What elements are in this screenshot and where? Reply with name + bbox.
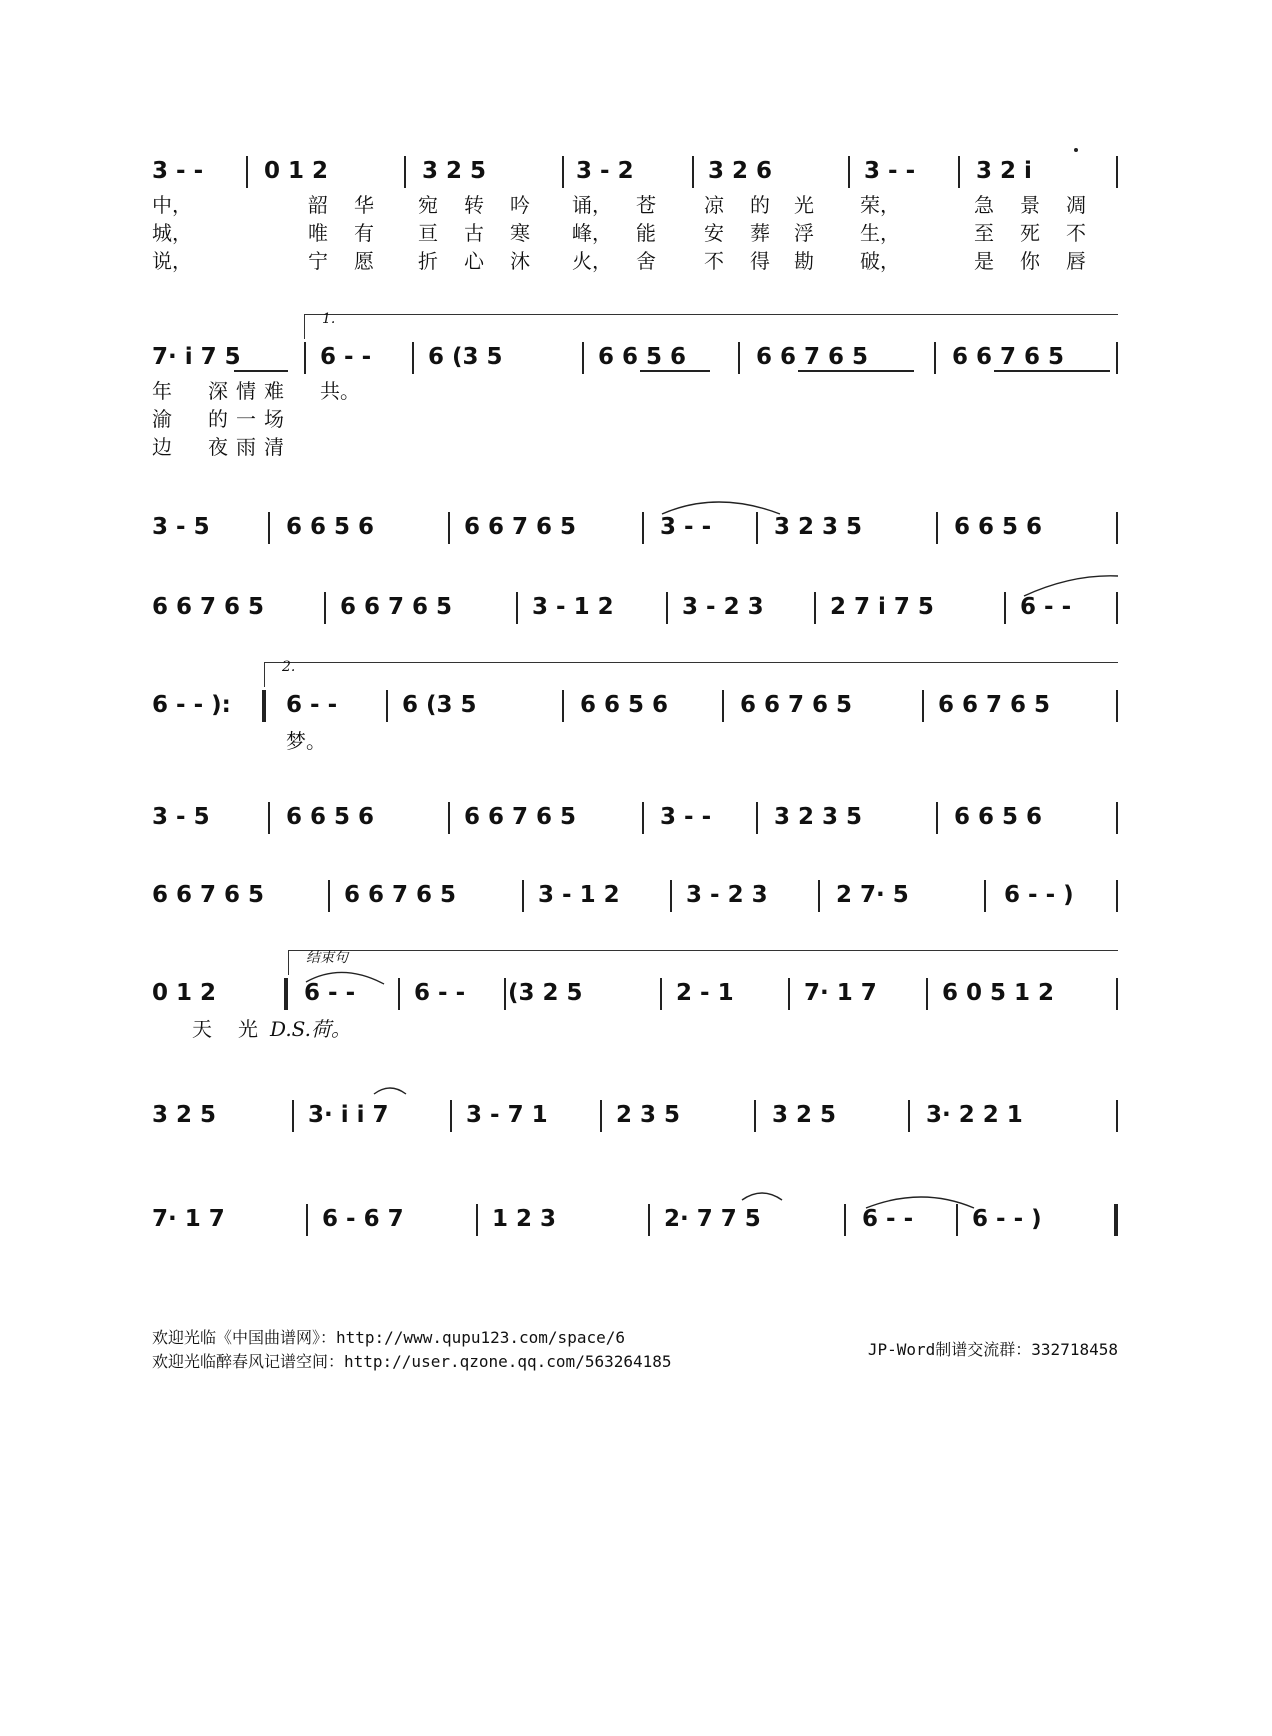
measure: 6 6 5 6 bbox=[580, 692, 669, 718]
barline bbox=[848, 156, 850, 188]
barline bbox=[404, 156, 406, 188]
footer-links bbox=[152, 1326, 672, 1374]
barline bbox=[738, 342, 740, 374]
measure: 3 2 3 5 bbox=[774, 514, 863, 540]
barline bbox=[328, 880, 330, 912]
footer-line-1: 欢迎光临《中国曲谱网》：http://www.qupu123.com/space/6 bbox=[152, 1328, 625, 1347]
measure: 3 2 5 bbox=[772, 1102, 837, 1128]
lyric-char: 一 bbox=[236, 407, 256, 431]
lyric-char: 寒 bbox=[510, 221, 530, 245]
lyric-char: 凉 bbox=[704, 193, 724, 217]
lyric-char: 光 bbox=[238, 1017, 258, 1041]
measure: 6 6 5 6 bbox=[954, 514, 1043, 540]
notes-row bbox=[152, 510, 1118, 544]
lyric-char: 葬 bbox=[750, 221, 770, 245]
barline bbox=[268, 802, 270, 834]
barline bbox=[1116, 880, 1118, 912]
underline-beam bbox=[640, 370, 710, 372]
barline bbox=[562, 156, 564, 188]
measure: 7· 1 7 bbox=[804, 980, 877, 1006]
lyric-line-3 bbox=[152, 248, 1118, 274]
lyric-char: 深 bbox=[208, 379, 228, 403]
lyric-char: 火， bbox=[572, 249, 612, 273]
notes-row bbox=[152, 1098, 1118, 1132]
lyric-line-1 bbox=[152, 728, 1118, 754]
barline bbox=[936, 802, 938, 834]
volta-label: 结束句 bbox=[306, 950, 348, 966]
lyric-char: 共。 bbox=[320, 379, 360, 403]
notes-row bbox=[152, 1202, 1118, 1236]
lyric-char: 清 bbox=[264, 435, 284, 459]
tie-slur bbox=[152, 490, 1118, 520]
lyric-char: 吟 bbox=[510, 193, 530, 217]
measure: 6 6 5 6 bbox=[286, 804, 375, 830]
measure: 7· i 7 5 bbox=[152, 344, 241, 370]
lyric-char: 愿 bbox=[354, 249, 374, 273]
measure: 0 1 2 bbox=[152, 980, 217, 1006]
lyric-char: 破， bbox=[860, 249, 900, 273]
lyric-char: 的 bbox=[208, 407, 228, 431]
measure: 6 0 5 1 2 bbox=[942, 980, 1055, 1006]
measure: 6 6 5 6 bbox=[286, 514, 375, 540]
measure: 6 6 7 6 5 bbox=[340, 594, 453, 620]
underline-beam bbox=[234, 370, 288, 372]
lyric-char: 心 bbox=[464, 249, 484, 273]
notes-row bbox=[152, 590, 1118, 624]
barline bbox=[934, 342, 936, 374]
measure: 6 6 7 6 5 bbox=[464, 804, 577, 830]
lyric-char: 渝 bbox=[152, 407, 172, 431]
measure: 3· 2 2 1 bbox=[926, 1102, 1023, 1128]
lyric-char: 折 bbox=[418, 249, 438, 273]
measure: 3 - 2 3 bbox=[682, 594, 764, 620]
lyric-char: 是 bbox=[974, 249, 994, 273]
measure: 6 6 7 6 5 bbox=[756, 344, 869, 370]
lyric-char: 能 bbox=[636, 221, 656, 245]
volta-bracket bbox=[304, 311, 1118, 333]
tie-slur bbox=[152, 1182, 1118, 1212]
tie-slur bbox=[152, 956, 1118, 986]
measure: 3 2 6 bbox=[708, 158, 773, 184]
measure: 3 - 7 1 bbox=[466, 1102, 548, 1128]
measure: 3 - - bbox=[660, 804, 712, 830]
measure: 7· 1 7 bbox=[152, 1206, 225, 1232]
volta-line bbox=[264, 663, 265, 687]
measure: 6 - - ): bbox=[152, 692, 231, 718]
lyric-char: 唯 bbox=[308, 221, 328, 245]
lyric-line-1 bbox=[152, 1016, 1118, 1042]
barline bbox=[958, 156, 960, 188]
repeat-barline bbox=[262, 690, 266, 722]
lyric-char: 韶 bbox=[308, 193, 328, 217]
lyric-char: 宁 bbox=[308, 249, 328, 273]
lyric-char: 至 bbox=[974, 221, 994, 245]
barline bbox=[722, 690, 724, 722]
high-dot bbox=[1074, 148, 1078, 152]
lyric-char: 夜 bbox=[208, 435, 228, 459]
lyric-char: 你 bbox=[1020, 249, 1040, 273]
barline bbox=[522, 880, 524, 912]
lyric-char: 死 bbox=[1020, 221, 1040, 245]
lyric-char: 情 bbox=[236, 379, 256, 403]
barline bbox=[246, 156, 248, 188]
barline bbox=[448, 802, 450, 834]
lyric-char: 光 bbox=[794, 193, 814, 217]
lyric-char: 宛 bbox=[418, 193, 438, 217]
measure: 3 - 2 bbox=[576, 158, 634, 184]
measure: 3 2 i bbox=[976, 158, 1032, 184]
measure: 3 2 3 5 bbox=[774, 804, 863, 830]
notes-row bbox=[152, 154, 1118, 188]
lyric-char: 诵， bbox=[572, 193, 612, 217]
measure: 3 - 1 2 bbox=[538, 882, 620, 908]
lyric-char: 场 bbox=[264, 407, 284, 431]
lyric-char: 沐 bbox=[510, 249, 530, 273]
measure: 3· i i 7 bbox=[308, 1102, 389, 1128]
barline bbox=[582, 342, 584, 374]
barline bbox=[922, 690, 924, 722]
measure: 3 - 2 3 bbox=[686, 882, 768, 908]
measure: 2 3 5 bbox=[616, 1102, 681, 1128]
measure: 6 - - bbox=[304, 980, 356, 1006]
notes-row bbox=[152, 800, 1118, 834]
lyric-char: 生， bbox=[860, 221, 900, 245]
measure: 3 - 5 bbox=[152, 514, 210, 540]
measure: 6 6 7 6 5 bbox=[464, 514, 577, 540]
measure: 6 (3 5 bbox=[428, 344, 503, 370]
lyric-char: 勘 bbox=[794, 249, 814, 273]
lyric-char: 苍 bbox=[636, 193, 656, 217]
lyric-char: 不 bbox=[1066, 221, 1086, 245]
volta-label: 2. bbox=[282, 659, 296, 675]
barline bbox=[1116, 342, 1118, 374]
measure: 6 6 7 6 5 bbox=[952, 344, 1065, 370]
lyric-line-3 bbox=[152, 434, 1118, 460]
barline bbox=[756, 802, 758, 834]
lyric-char: 古 bbox=[464, 221, 484, 245]
lyric-char: 梦。 bbox=[286, 729, 326, 753]
measure: 6 6 5 6 bbox=[598, 344, 687, 370]
underline-beam bbox=[994, 370, 1110, 372]
lyric-char: 雨 bbox=[236, 435, 256, 459]
measure: 3 2 5 bbox=[152, 1102, 217, 1128]
measure: 6 - - ) bbox=[1004, 882, 1074, 908]
barline bbox=[386, 690, 388, 722]
footer-line-2: 欢迎光临醉春风记谱空间：http://user.qzone.qq.com/563264185 bbox=[152, 1352, 672, 1371]
measure: 0 1 2 bbox=[264, 158, 329, 184]
measure: 2 7· 5 bbox=[836, 882, 909, 908]
barline bbox=[304, 342, 306, 374]
barline bbox=[412, 342, 414, 374]
notes-row bbox=[152, 340, 1118, 374]
lyric-char: 安 bbox=[704, 221, 724, 245]
lyric-char: 浮 bbox=[794, 221, 814, 245]
lyric-line-2 bbox=[152, 406, 1118, 432]
tie-slur bbox=[152, 1078, 1118, 1108]
barline bbox=[692, 156, 694, 188]
measure: 6 6 7 6 5 bbox=[152, 594, 265, 620]
measure: 6 - - bbox=[286, 692, 338, 718]
notes-row bbox=[152, 976, 1118, 1010]
lyric-char: 急 bbox=[974, 193, 994, 217]
lyric-char: 得 bbox=[750, 249, 770, 273]
lyric-line-1 bbox=[152, 192, 1118, 218]
measure: 3 - 1 2 bbox=[532, 594, 614, 620]
notes-row bbox=[152, 688, 1118, 722]
measure: 6 - 6 7 bbox=[322, 1206, 404, 1232]
lyric-char: 边 bbox=[152, 435, 172, 459]
tie-slur bbox=[152, 570, 1118, 600]
lyric-char: 亘 bbox=[418, 221, 438, 245]
measure: 6 - - bbox=[1020, 594, 1072, 620]
measure: 6 6 5 6 bbox=[954, 804, 1043, 830]
barline bbox=[1116, 802, 1118, 834]
underline-beam bbox=[798, 370, 914, 372]
measure: 2 7 i 7 5 bbox=[830, 594, 934, 620]
volta-bracket bbox=[264, 659, 1118, 681]
measure: 2· 7 7 5 bbox=[664, 1206, 761, 1232]
lyric-char: 城， bbox=[152, 221, 192, 245]
lyric-char: 荣， bbox=[860, 193, 900, 217]
barline bbox=[1116, 156, 1118, 188]
lyric-char: 舍 bbox=[636, 249, 656, 273]
lyric-char: D.S.荷。 bbox=[270, 1017, 352, 1041]
lyric-char: 中， bbox=[152, 193, 192, 217]
measure: 3 - 5 bbox=[152, 804, 210, 830]
measure: 1 2 3 bbox=[492, 1206, 557, 1232]
notes-row bbox=[152, 878, 1118, 912]
lyric-char: 的 bbox=[750, 193, 770, 217]
measure: 3 2 5 bbox=[422, 158, 487, 184]
barline bbox=[642, 802, 644, 834]
measure: 6 - - bbox=[862, 1206, 914, 1232]
page-footer bbox=[152, 1326, 1118, 1376]
lyric-line-1 bbox=[152, 378, 1118, 404]
lyric-line-2 bbox=[152, 220, 1118, 246]
lyric-char: 有 bbox=[354, 221, 374, 245]
lyric-char: 景 bbox=[1020, 193, 1040, 217]
measure: (3 2 5 bbox=[508, 980, 583, 1006]
lyric-char: 天 bbox=[192, 1017, 212, 1041]
volta-label: 1. bbox=[322, 311, 336, 327]
measure: 6 (3 5 bbox=[402, 692, 477, 718]
barline bbox=[562, 690, 564, 722]
lyric-char: 峰， bbox=[572, 221, 612, 245]
lyric-char: 说， bbox=[152, 249, 192, 273]
measure: 6 6 7 6 5 bbox=[152, 882, 265, 908]
lyric-char: 转 bbox=[464, 193, 484, 217]
lyric-char: 唇 bbox=[1066, 249, 1086, 273]
lyric-char: 华 bbox=[354, 193, 374, 217]
measure: 6 - - bbox=[414, 980, 466, 1006]
lyric-char: 不 bbox=[704, 249, 724, 273]
measure: 6 - - bbox=[320, 344, 372, 370]
barline bbox=[670, 880, 672, 912]
measure: 6 - - ) bbox=[972, 1206, 1042, 1232]
lyric-char: 凋 bbox=[1066, 193, 1086, 217]
measure: 6 6 7 6 5 bbox=[740, 692, 853, 718]
measure: 3 - - bbox=[152, 158, 204, 184]
measure: 3 - - bbox=[660, 514, 712, 540]
barline bbox=[1116, 690, 1118, 722]
measure: 3 - - bbox=[864, 158, 916, 184]
barline bbox=[818, 880, 820, 912]
lyric-char: 年 bbox=[152, 379, 172, 403]
footer-group: JP-Word制谱交流群：332718458 bbox=[867, 1340, 1118, 1359]
lyric-char: 难 bbox=[264, 379, 284, 403]
measure: 2 - 1 bbox=[676, 980, 734, 1006]
measure: 6 6 7 6 5 bbox=[938, 692, 1051, 718]
measure: 6 6 7 6 5 bbox=[344, 882, 457, 908]
volta-line bbox=[304, 315, 305, 339]
barline bbox=[984, 880, 986, 912]
